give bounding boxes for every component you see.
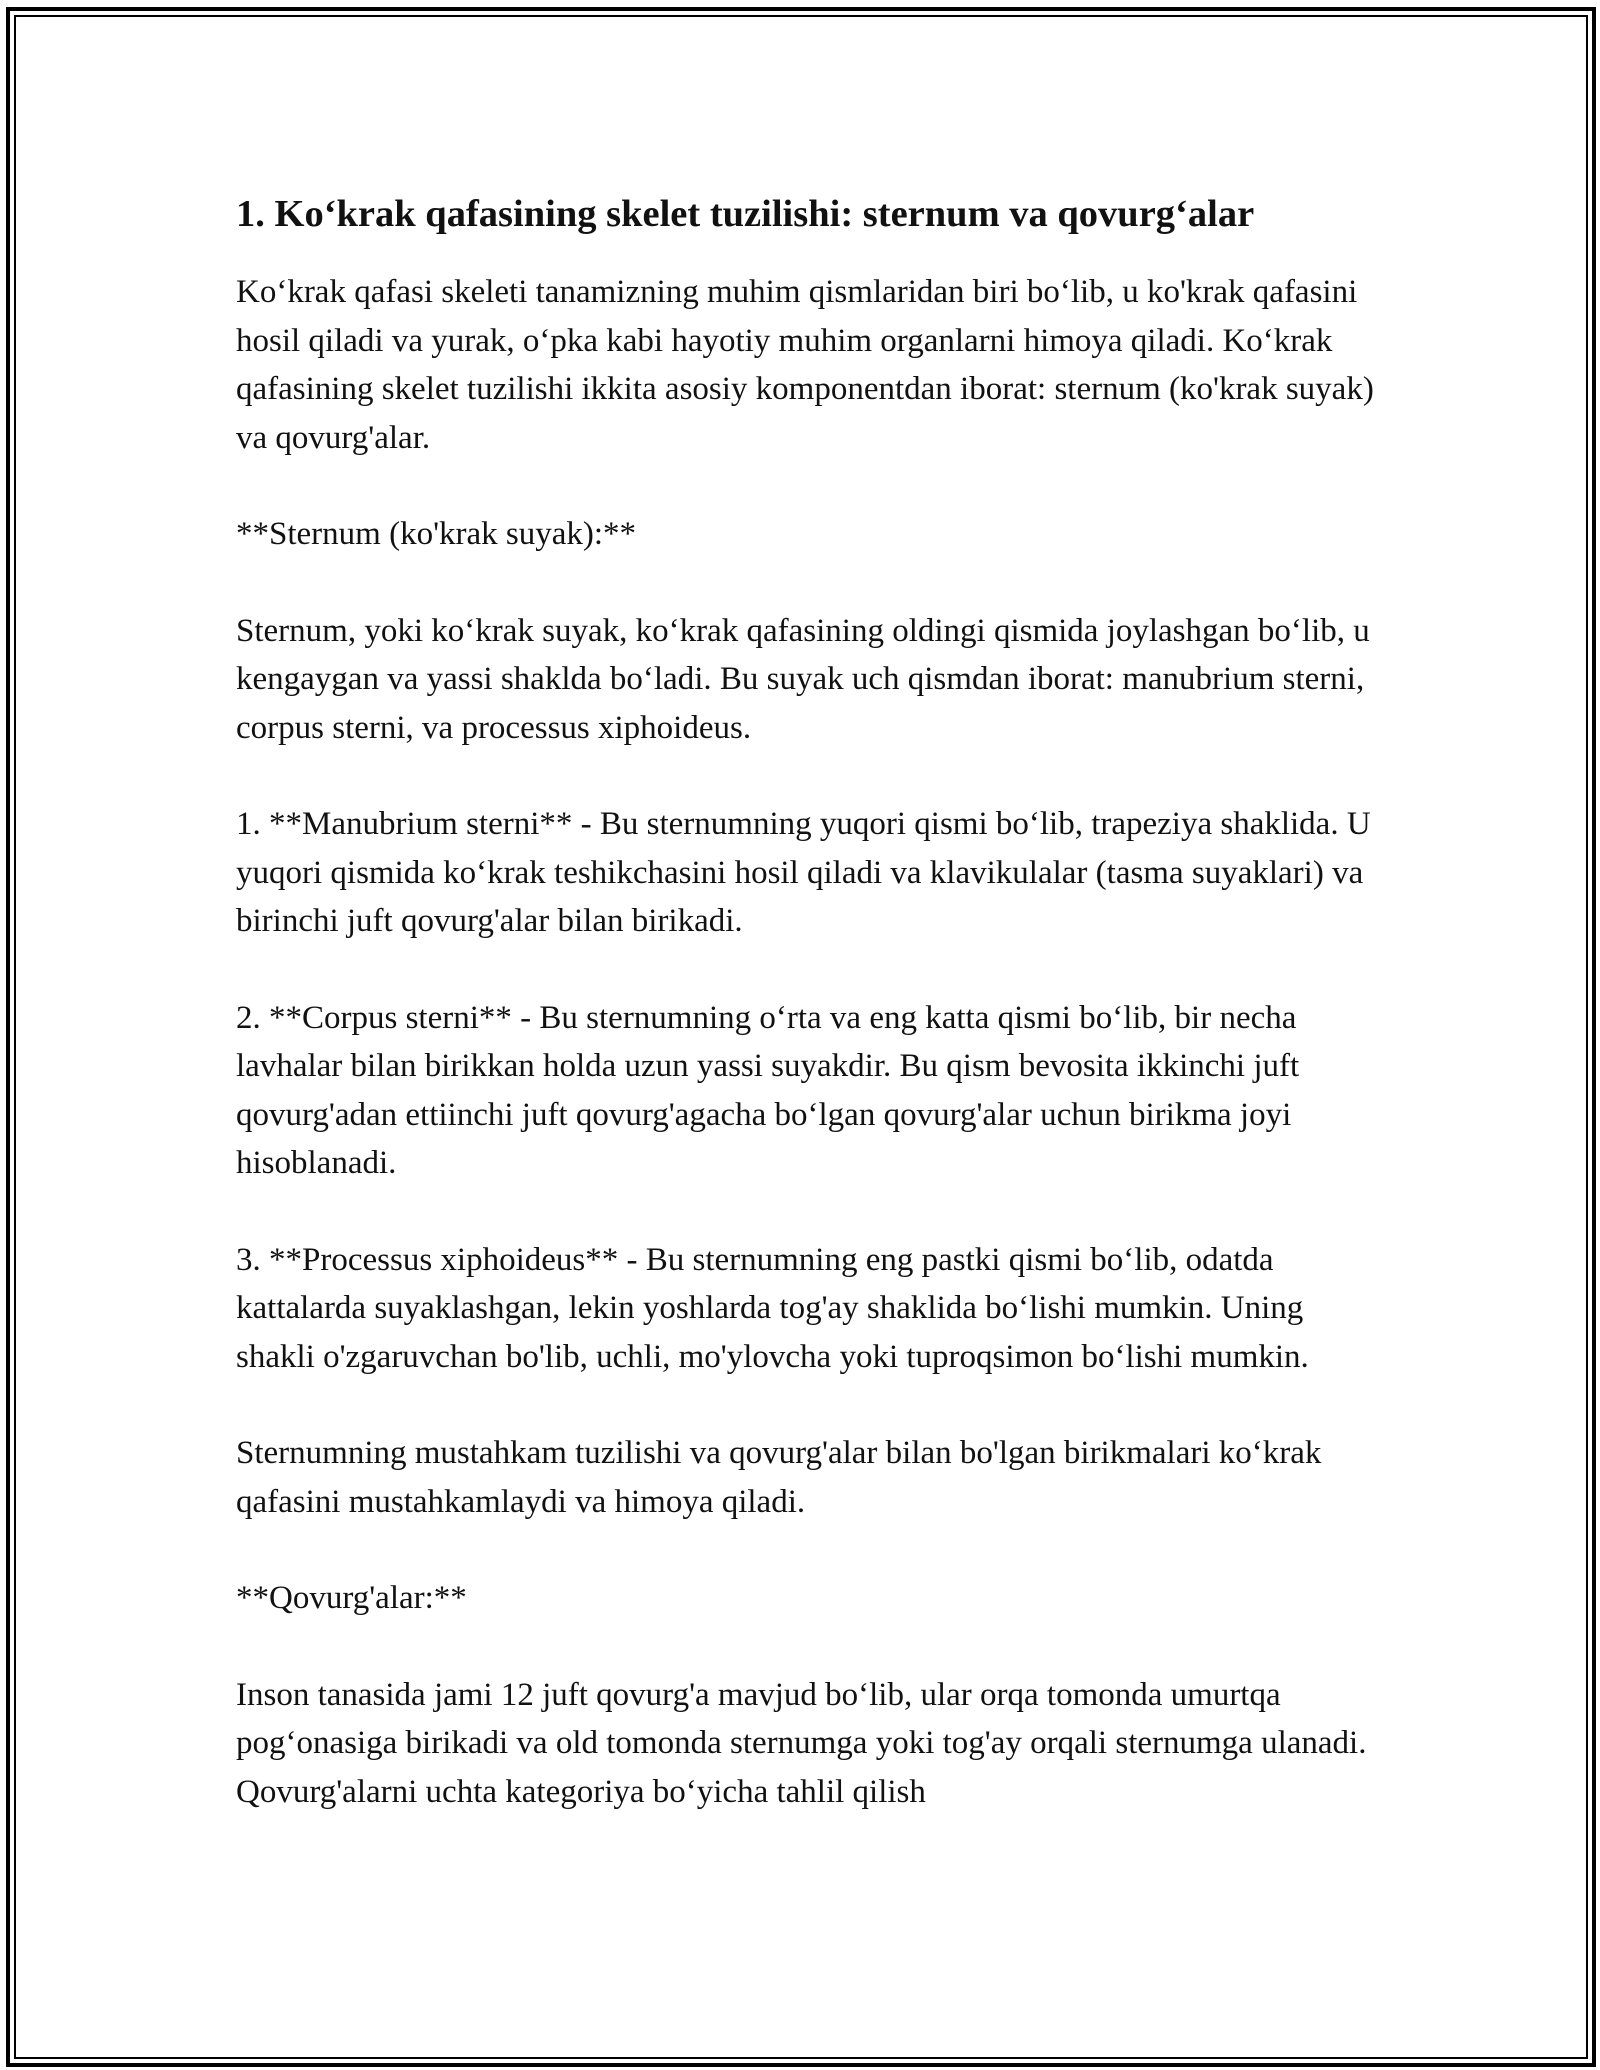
paragraph-ribs-title: **Qovurg'alar:** [236, 1580, 467, 1616]
paragraph-sternum-title: **Sternum (ko'krak suyak):** [236, 516, 637, 552]
paragraph-sternum-description: Sternum, yoki ko‘krak suyak, ko‘krak qafasining oldingi qismida joylashgan bo‘lib, u kengaygan va yassi shaklda bo‘ladi. Bu suyak uch qismdan iborat: manubrium sterni, corpus sterni, va processus xiphoideus. [236, 612, 1370, 746]
paragraph-intro: Ko‘krak qafasi skeleti tanamizning muhim qismlaridan biri bo‘lib, u ko'krak qafasini hosil qiladi va yurak, o‘pka kabi hayotiy muhim organlarni himoya qiladi. Ko‘krak qafasining skelet tuzilishi ikkita asosiy komponentdan iborat: sternum (ko'krak suyak) va qovurg'alar. [236, 274, 1374, 456]
paragraph-xiphoideus: 3. **Processus xiphoideus** - Bu sternumning eng pastki qismi bo‘lib, odatda kattalarda suyaklashgan, lekin yoshlarda tog'ay shaklida bo‘lishi mumkin. Uning shakli o'zgaruvchan bo'lib, uchli, mo'ylovcha yoki tuproqsimon bo‘lishi mumkin. [236, 1241, 1309, 1375]
document-body [236, 188, 1376, 1864]
paragraph-manubrium: 1. **Manubrium sterni** - Bu sternumning yuqori qismi bo‘lib, trapeziya shaklida. U yuqori qismida ko‘krak teshikchasini hosil qiladi va klavikulalar (tasma suyaklari) va birinchi juft qovurg'alar bilan birikadi. [236, 806, 1371, 939]
paragraph-sternum-summary: Sternumning mustahkam tuzilishi va qovurg'alar bilan bo'lgan birikmalari ko‘krak qafasini mustahkamlaydi va himoya qiladi. [236, 1435, 1322, 1520]
paragraph-corpus: 2. **Corpus sterni** - Bu sternumning o‘rta va eng katta qismi bo‘lib, bir necha lavhalar bilan birikkan holda uzun yassi suyakdir. Bu qism bevosita ikkinchi juft qovurg'adan ettiinchi juft qovurg'agacha bo‘lgan qovurg'alar uchun birikma joyi hisoblanadi. [236, 999, 1300, 1181]
section-heading: 1. Ko‘krak qafasining skelet tuzilishi: sternum va qovurg‘alar [236, 193, 1255, 235]
paragraph-ribs-description: Inson tanasida jami 12 juft qovurg'a mavjud bo‘lib, ular orqa tomonda umurtqa pog‘onasiga birikadi va old tomonda sternumga yoki tog'ay orqali sternumga ulanadi. Qovurg'alarni uchta kategoriya bo‘yicha tahlil qilish [236, 1676, 1367, 1810]
